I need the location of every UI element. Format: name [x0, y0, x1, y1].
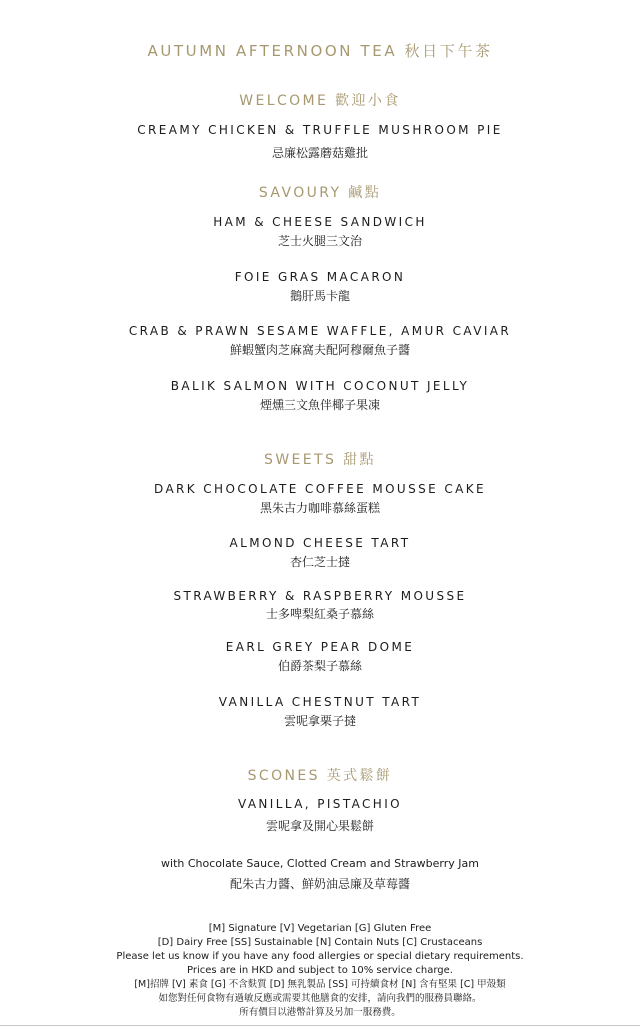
dietary-legend-zh: [M]招牌 [V] 素食 [G] 不含麩質 [D] 無乳製品 [SS] 可持續食材 [N] 含有堅果 [C] 甲殼類 — [134, 979, 506, 990]
menu-item-name: EARL GREY PEAR DOME — [225, 640, 415, 654]
accompaniment-text-zh: 配朱古力醬、鮮奶油忌廉及草莓醬 — [229, 877, 410, 891]
dietary-legend: [M] Signature [V] Vegetarian [G] Gluten Free — [208, 923, 432, 934]
menu-item-name: CREAMY CHICKEN & TRUFFLE MUSHROOM PIE — [137, 123, 503, 137]
price-note-zh: 所有價目以港幣計算及另加一服務費。 — [239, 1007, 401, 1018]
menu-item-name: VANILLA, PISTACHIO — [237, 797, 403, 811]
section-heading-sweets: SWEETS 甜點 — [264, 452, 376, 468]
menu-item-name-zh: 黑朱古力咖啡慕絲蛋糕 — [259, 501, 380, 515]
menu-item-name: VANILLA CHESTNUT TART — [218, 695, 422, 709]
menu-item-name-zh: 雲呢拿栗子撻 — [283, 714, 356, 728]
menu-item-name-zh: 鵝肝馬卡龍 — [289, 289, 350, 303]
menu-item-name: DARK CHOCOLATE COFFEE MOUSSE CAKE — [154, 482, 486, 496]
menu-title: AUTUMN AFTERNOON TEA 秋日下午茶 — [147, 42, 493, 60]
menu-item-name-zh: 鮮蝦蟹肉芝麻窩夫配阿穆爾魚子醬 — [229, 343, 410, 357]
menu-item-name: FOIE GRAS MACARON — [234, 270, 406, 284]
menu-item-name: BALIK SALMON WITH COCONUT JELLY — [170, 379, 470, 393]
menu-item-name: ALMOND CHEESE TART — [229, 536, 411, 550]
menu-item-name-zh: 杏仁芝士撻 — [289, 555, 350, 569]
menu-item-name: HAM & CHEESE SANDWICH — [213, 215, 427, 229]
allergy-note-zh: 如您對任何食物有過敏反應或需要其他膳食的安排，請向我們的服務員聯絡。 — [158, 993, 482, 1004]
menu-item-name-zh: 士多啤梨紅桑子慕絲 — [265, 607, 374, 621]
allergy-note: Please let us know if you have any food allergies or special dietary requirements. — [116, 951, 524, 962]
accompaniment-text: with Chocolate Sauce, Clotted Cream and Strawberry Jam — [161, 857, 479, 870]
dietary-legend: [D] Dairy Free [SS] Sustainable [N] Contain Nuts [C] Crustaceans — [157, 937, 483, 948]
menu-item-name-zh: 雲呢拿及開心果鬆餅 — [265, 819, 374, 833]
section-heading-welcome: WELCOME 歡迎小食 — [239, 93, 401, 109]
menu-item-name-zh: 忌廉松露蘑菇雞批 — [271, 146, 368, 160]
price-note: Prices are in HKD and subject to 10% service charge. — [186, 965, 453, 976]
menu-item-name-zh: 煙燻三文魚伴椰子果凍 — [259, 398, 380, 412]
menu-item-name: CRAB & PRAWN SESAME WAFFLE, AMUR CAVIAR — [128, 324, 512, 338]
menu-item-name-zh: 伯爵茶梨子慕絲 — [277, 659, 362, 673]
menu-item-name-zh: 芝士火腿三文治 — [277, 234, 362, 248]
section-heading-savoury: SAVOURY 鹹點 — [258, 185, 382, 201]
menu-item-name: STRAWBERRY & RASPBERRY MOUSSE — [173, 589, 467, 603]
section-heading-scones: SCONES 英式鬆餅 — [247, 768, 393, 784]
